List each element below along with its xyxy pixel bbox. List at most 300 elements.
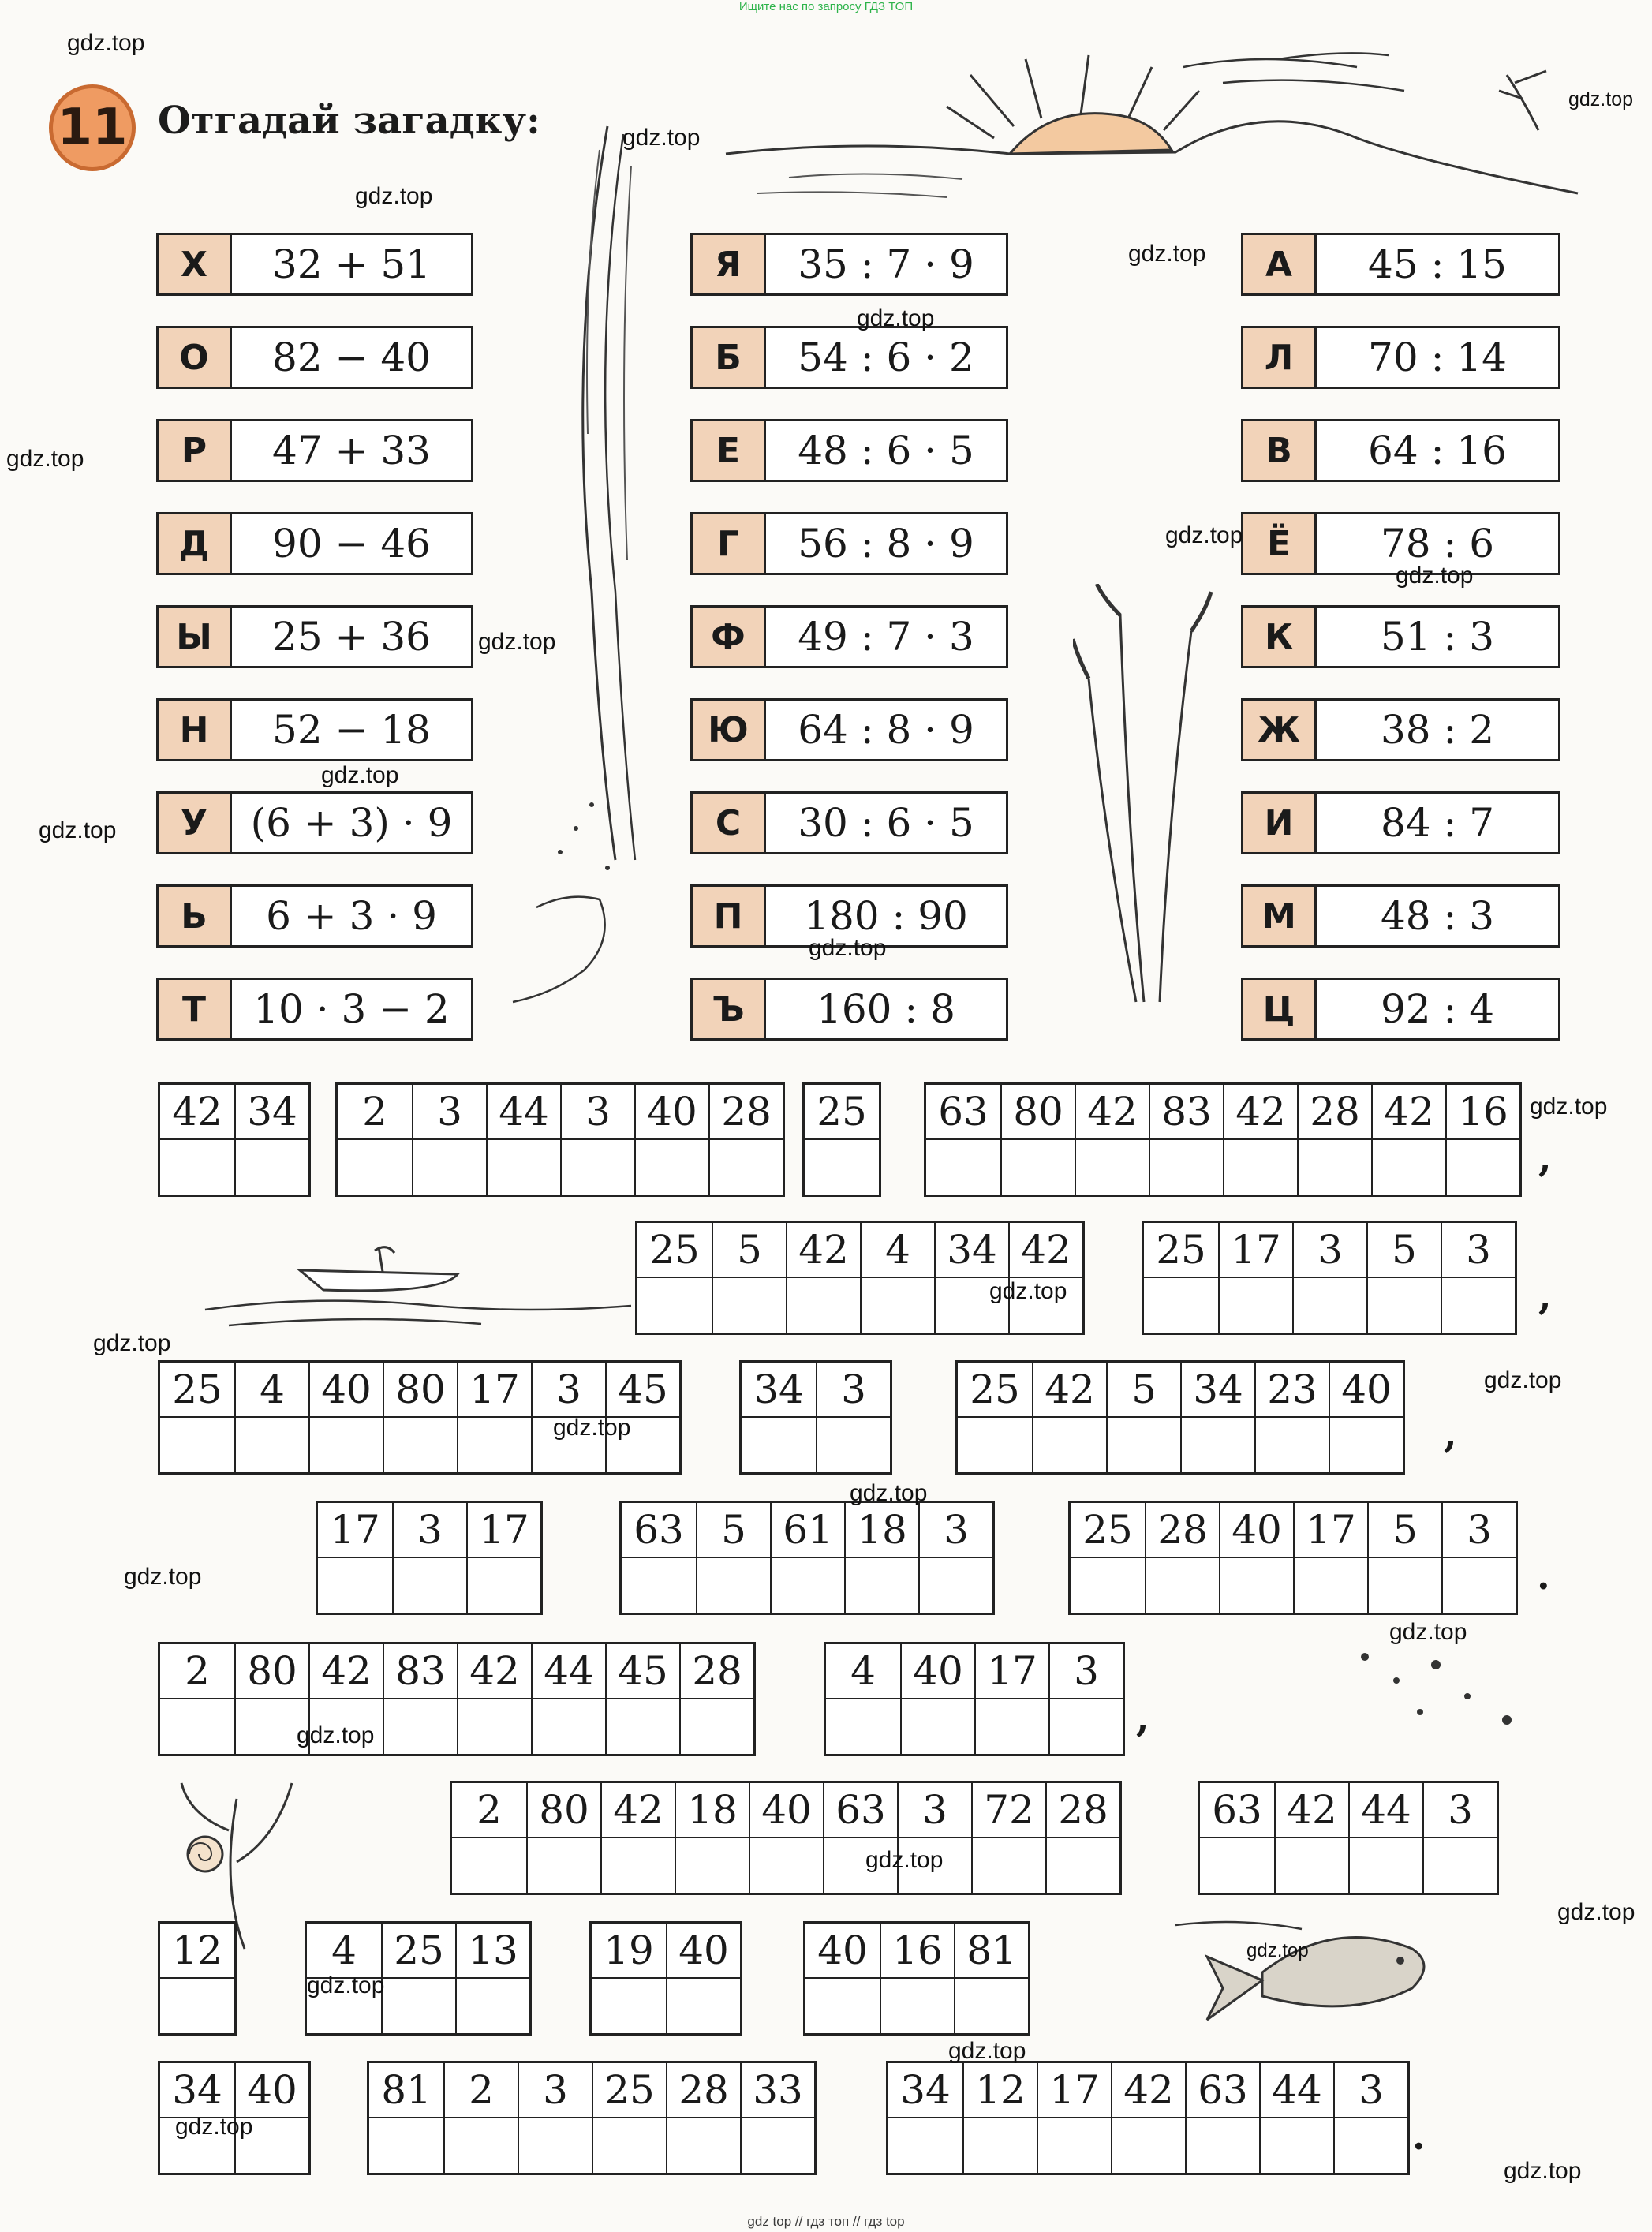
- answer-letter-slot[interactable]: [518, 2118, 592, 2173]
- answer-number-cell: 3: [1292, 1223, 1366, 1277]
- letter-card: [156, 326, 473, 389]
- answer-letter-slot[interactable]: [844, 1558, 918, 1613]
- card-expression: 90 − 46: [272, 521, 431, 566]
- answer-number-cell: 28: [666, 2063, 740, 2117]
- answer-number-cell: 42: [786, 1223, 860, 1277]
- answer-letter-slot[interactable]: [816, 1418, 890, 1472]
- card-expression: 32 + 51: [272, 241, 431, 287]
- answer-number-cell: 42: [457, 1644, 531, 1698]
- answer-letter-slot[interactable]: [160, 1979, 234, 2033]
- answer-letter-slot[interactable]: [1000, 1140, 1075, 1195]
- answer-numbers-row: [637, 1223, 1082, 1277]
- watermark: gdz.top: [39, 817, 117, 843]
- answer-letter-slot[interactable]: [954, 1979, 1028, 2033]
- answer-grid: [450, 1781, 1122, 1895]
- answer-number-cell: 61: [770, 1503, 844, 1557]
- answer-letter-slot[interactable]: [696, 1558, 770, 1613]
- answer-letter-slot[interactable]: [1032, 1418, 1106, 1472]
- answer-letter-slot[interactable]: [708, 1140, 783, 1195]
- letter-card: [690, 698, 1008, 761]
- answer-letter-slot[interactable]: [383, 1418, 457, 1472]
- answer-letter-slot[interactable]: [1111, 2118, 1185, 2173]
- answer-number-cell: 5: [1366, 1223, 1441, 1277]
- card-expression: 64 : 8 · 9: [798, 707, 974, 753]
- letter-card: [1241, 698, 1560, 761]
- answer-letter-slot[interactable]: [1329, 1418, 1403, 1472]
- watermark: gdz.top: [124, 1564, 202, 1590]
- answer-letter-slot[interactable]: [1274, 1838, 1348, 1893]
- answer-number-cell: 3: [560, 1085, 634, 1138]
- answer-letter-slot[interactable]: [600, 1838, 675, 1893]
- answer-letter-slot[interactable]: [308, 1418, 383, 1472]
- card-expression: 38 : 2: [1380, 707, 1495, 753]
- answer-letter-slot[interactable]: [971, 1838, 1045, 1893]
- answer-number-cell: 25: [1156, 1227, 1206, 1273]
- card-expression: 92 : 4: [1380, 986, 1495, 1032]
- answer-number-cell: 80: [1000, 1085, 1075, 1138]
- answer-letter-slot[interactable]: [679, 1699, 753, 1754]
- answer-letter-slot[interactable]: [675, 1838, 749, 1893]
- answer-letter-slot[interactable]: [1145, 1558, 1219, 1613]
- answer-letters-row: [826, 1698, 1123, 1754]
- watermark: gdz.top: [1530, 1094, 1608, 1120]
- answer-grid: [158, 1082, 311, 1197]
- answer-letter-slot[interactable]: [888, 2118, 962, 2173]
- letter-card: [1241, 326, 1560, 389]
- answer-letter-slot[interactable]: [1254, 1418, 1329, 1472]
- watermark: gdz.top: [989, 1278, 1067, 1304]
- card-expression: 78 : 6: [1380, 521, 1495, 566]
- answer-number-cell: 18: [675, 1783, 749, 1837]
- answer-letter-slot[interactable]: [318, 1558, 392, 1613]
- watermark: gdz.top: [1389, 1619, 1467, 1645]
- card-letter: Е: [693, 421, 766, 480]
- answer-number-cell: 28: [1145, 1503, 1219, 1557]
- answer-letter-slot[interactable]: [770, 1558, 844, 1613]
- answer-number-cell: 63: [1185, 2063, 1259, 2117]
- answer-letter-slot[interactable]: [234, 1418, 308, 1472]
- answer-number-cell: 40: [1219, 1503, 1293, 1557]
- answer-letter-slot[interactable]: [457, 1418, 531, 1472]
- answer-letter-slot[interactable]: [1149, 1140, 1223, 1195]
- answer-number-cell: 2: [362, 1089, 387, 1135]
- answer-numbers-row: [160, 2063, 308, 2117]
- card-expression: 45 : 15: [1368, 241, 1507, 287]
- card-letter: Л: [1243, 328, 1317, 387]
- answer-letter-slot[interactable]: [1045, 1838, 1119, 1893]
- answer-letters-row: [926, 1138, 1519, 1195]
- letter-card: [156, 978, 473, 1041]
- fish-illustration: [1175, 1901, 1475, 2028]
- answer-letter-slot[interactable]: [160, 1418, 234, 1472]
- answer-letter-slot[interactable]: [592, 2118, 666, 2173]
- card-expression: 30 : 6 · 5: [798, 800, 974, 846]
- answer-number-cell: 72: [971, 1783, 1045, 1837]
- answer-letter-slot[interactable]: [452, 1838, 526, 1893]
- letter-card: [690, 326, 1008, 389]
- answer-number-cell: 63: [1212, 1787, 1262, 1833]
- answer-number-cell: 4: [331, 1927, 357, 1973]
- answer-letter-slot[interactable]: [381, 1979, 455, 2033]
- bubbles-illustration: [1341, 1641, 1538, 1736]
- letter-card: [156, 512, 473, 575]
- answer-number-cell: 28: [679, 1644, 753, 1698]
- answer-number-cell: 3: [1422, 1783, 1497, 1837]
- answer-numbers-row: [338, 1085, 783, 1138]
- answer-number-cell: 25: [172, 1366, 222, 1412]
- answer-letter-slot[interactable]: [1367, 1558, 1441, 1613]
- answer-letter-slot[interactable]: [369, 2118, 443, 2173]
- answer-number-cell: 63: [938, 1089, 989, 1135]
- answer-number-cell: 81: [954, 1924, 1028, 1977]
- answer-grid: [924, 1082, 1522, 1197]
- card-expression: 54 : 6 · 2: [798, 335, 974, 380]
- bleed-through-text: [158, 189, 167, 224]
- answer-letter-slot[interactable]: [383, 1699, 457, 1754]
- answer-number-cell: 4: [850, 1648, 876, 1694]
- answer-number-cell: 5: [696, 1503, 770, 1557]
- site-banner-bottom[interactable]: gdz top // гдз топ // гдз top: [747, 2214, 905, 2229]
- answer-numbers-row: [160, 1363, 679, 1416]
- watermark: gdz.top: [1165, 522, 1243, 548]
- answer-letter-slot[interactable]: [1297, 1140, 1371, 1195]
- answer-numbers-row: [1144, 1223, 1515, 1277]
- answer-number-cell: 63: [823, 1783, 897, 1837]
- answer-number-cell: 28: [1045, 1783, 1119, 1837]
- answer-letter-slot[interactable]: [160, 1140, 234, 1195]
- card-letter: Ь: [159, 887, 232, 945]
- answer-number-cell: 5: [1367, 1503, 1441, 1557]
- comma: ,: [1538, 1274, 1552, 1318]
- answer-grid: [802, 1082, 881, 1197]
- card-expression: 35 : 7 · 9: [798, 241, 974, 287]
- card-letter: У: [159, 794, 232, 852]
- answer-letter-slot[interactable]: [637, 1278, 712, 1333]
- answer-grid: [158, 1921, 237, 2036]
- answer-letter-slot[interactable]: [1422, 1838, 1497, 1893]
- answer-number-cell: 80: [234, 1644, 308, 1698]
- letter-card: [156, 791, 473, 854]
- answer-letter-slot[interactable]: [486, 1140, 560, 1195]
- answer-grid: [316, 1501, 543, 1615]
- answer-number-cell: 44: [1259, 2063, 1333, 2117]
- answer-number-cell: 63: [634, 1507, 684, 1553]
- answer-letter-slot[interactable]: [926, 1140, 1000, 1195]
- period: .: [1412, 2114, 1426, 2159]
- answer-letter-slot[interactable]: [1185, 2118, 1259, 2173]
- card-letter: А: [1243, 235, 1317, 293]
- letter-card: [690, 791, 1008, 854]
- answer-letter-slot[interactable]: [457, 1699, 531, 1754]
- answer-letters-row: [160, 1977, 234, 2033]
- answer-numbers-row: [805, 1085, 879, 1138]
- card-letter: Н: [159, 701, 232, 759]
- answer-numbers-row: [307, 1924, 529, 1977]
- answer-grid: [803, 1921, 1030, 2036]
- card-letter: Ф: [693, 608, 766, 666]
- answer-numbers-row: [805, 1924, 1028, 1977]
- answer-number-cell: 45: [605, 1644, 679, 1698]
- card-letter: Ъ: [693, 980, 766, 1038]
- answer-numbers-row: [452, 1783, 1119, 1837]
- answer-grid: [886, 2061, 1410, 2175]
- answer-number-cell: 19: [604, 1927, 654, 1973]
- answer-letter-slot[interactable]: [443, 2118, 518, 2173]
- answer-letter-slot[interactable]: [880, 1979, 954, 2033]
- answer-letter-slot[interactable]: [1371, 1140, 1445, 1195]
- answer-number-cell: 45: [605, 1363, 679, 1416]
- answer-letter-slot[interactable]: [1037, 2118, 1111, 2173]
- answer-grid: [739, 1360, 892, 1475]
- answer-number-cell: 42: [600, 1783, 675, 1837]
- letter-card: [156, 698, 473, 761]
- answer-letter-slot[interactable]: [1292, 1278, 1366, 1333]
- card-expression: 25 + 36: [272, 614, 431, 660]
- site-banner-top[interactable]: Ищите нас по запросу ГДЗ ТОП: [738, 0, 914, 13]
- card-expression: (6 + 3) · 9: [250, 800, 453, 846]
- card-letter: Ю: [693, 701, 766, 759]
- watermark: gdz.top: [6, 446, 84, 472]
- letter-card: [1241, 233, 1560, 296]
- watermark: gdz.top: [1246, 1940, 1309, 1961]
- card-letter: Б: [693, 328, 766, 387]
- answer-letter-slot[interactable]: [531, 1699, 605, 1754]
- answer-number-cell: 17: [1037, 2063, 1111, 2117]
- answer-letter-slot[interactable]: [234, 1140, 308, 1195]
- answer-letters-row: [1144, 1277, 1515, 1333]
- answer-letter-slot[interactable]: [958, 1418, 1032, 1472]
- letter-card: [1241, 791, 1560, 854]
- answer-letter-slot[interactable]: [666, 2118, 740, 2173]
- answer-number-cell: 42: [1274, 1783, 1348, 1837]
- reeds-illustration: [1073, 584, 1215, 1010]
- task-number-badge: [49, 84, 136, 171]
- waterfall-illustration: [505, 118, 663, 1010]
- answer-number-cell: 81: [381, 2067, 432, 2113]
- card-letter: Ж: [1243, 701, 1317, 759]
- watermark: gdz.top: [948, 2038, 1026, 2064]
- answer-number-cell: 3: [518, 2063, 592, 2117]
- answer-letter-slot[interactable]: [974, 1699, 1048, 1754]
- answer-letter-slot[interactable]: [1223, 1140, 1297, 1195]
- answer-letter-slot[interactable]: [466, 1558, 540, 1613]
- answer-letter-slot[interactable]: [1441, 1278, 1515, 1333]
- answer-number-cell: 16: [1445, 1085, 1519, 1138]
- answer-letter-slot[interactable]: [1106, 1418, 1180, 1472]
- answer-letter-slot[interactable]: [455, 1979, 529, 2033]
- answer-number-cell: 42: [1223, 1085, 1297, 1138]
- answer-letter-slot[interactable]: [1218, 1278, 1292, 1333]
- answer-letter-slot[interactable]: [1200, 1838, 1274, 1893]
- card-letter: Т: [159, 980, 232, 1038]
- answer-numbers-row: [958, 1363, 1403, 1416]
- answer-letter-slot[interactable]: [742, 1418, 816, 1472]
- answer-letter-slot[interactable]: [749, 1838, 823, 1893]
- answer-number-cell: 12: [962, 2063, 1037, 2117]
- card-expression: 64 : 16: [1368, 428, 1507, 473]
- card-letter: П: [693, 887, 766, 945]
- answer-numbers-row: [826, 1644, 1123, 1698]
- answer-grid: [367, 2061, 817, 2175]
- watermark: gdz.top: [857, 305, 935, 331]
- answer-letter-slot[interactable]: [1180, 1418, 1254, 1472]
- card-expression: 10 · 3 − 2: [253, 986, 450, 1032]
- answer-letter-slot[interactable]: [1366, 1278, 1441, 1333]
- answer-number-cell: 2: [443, 2063, 518, 2117]
- answer-letter-slot[interactable]: [1293, 1558, 1367, 1613]
- watermark: gdz.top: [1396, 563, 1474, 589]
- letter-card: [156, 884, 473, 948]
- card-expression: 84 : 7: [1380, 800, 1495, 846]
- sunset-landscape-illustration: [710, 43, 1594, 217]
- answer-letter-slot[interactable]: [526, 1838, 600, 1893]
- answer-number-cell: 3: [1441, 1223, 1515, 1277]
- answer-letter-slot[interactable]: [805, 1979, 880, 2033]
- card-expression: 52 − 18: [272, 707, 431, 753]
- letter-card: [1241, 605, 1560, 668]
- watermark: gdz.top: [809, 935, 887, 961]
- answer-number-cell: 4: [234, 1363, 308, 1416]
- answer-number-cell: 42: [1371, 1085, 1445, 1138]
- answer-number-cell: 42: [1032, 1363, 1106, 1416]
- watermark: gdz.top: [865, 1847, 944, 1873]
- task-number: 11: [57, 99, 128, 157]
- answer-letter-slot[interactable]: [918, 1558, 992, 1613]
- answer-letters-row: [160, 1698, 753, 1754]
- answer-number-cell: 16: [880, 1924, 954, 1977]
- comma: ,: [1444, 1412, 1457, 1456]
- answer-number-cell: 3: [1441, 1503, 1516, 1557]
- answer-number-cell: 13: [455, 1924, 529, 1977]
- answer-numbers-row: [318, 1503, 540, 1557]
- answer-grid: [158, 1642, 756, 1756]
- answer-numbers-row: [160, 1644, 753, 1698]
- card-letter: М: [1243, 887, 1317, 945]
- answer-number-cell: 3: [918, 1503, 992, 1557]
- watermark: gdz.top: [1568, 88, 1634, 110]
- answer-letters-row: [592, 1977, 740, 2033]
- answer-number-cell: 28: [708, 1085, 783, 1138]
- answer-number-cell: 25: [592, 2063, 666, 2117]
- answer-number-cell: 4: [860, 1223, 934, 1277]
- answer-letter-slot[interactable]: [1259, 2118, 1333, 2173]
- answer-letter-slot[interactable]: [560, 1140, 634, 1195]
- answer-letter-slot[interactable]: [805, 1140, 879, 1195]
- watermark: gdz.top: [850, 1480, 928, 1506]
- answer-letter-slot[interactable]: [786, 1278, 860, 1333]
- answer-letter-slot[interactable]: [1075, 1140, 1149, 1195]
- letter-card: [156, 605, 473, 668]
- answer-letter-slot[interactable]: [605, 1699, 679, 1754]
- answer-letter-slot[interactable]: [1441, 1558, 1516, 1613]
- answer-letter-slot[interactable]: [860, 1278, 934, 1333]
- answer-letter-slot[interactable]: [1333, 2118, 1407, 2173]
- answer-letters-row: [318, 1557, 540, 1613]
- answer-number-cell: 40: [817, 1927, 868, 1973]
- watermark: gdz.top: [355, 183, 433, 209]
- answer-number-cell: 23: [1254, 1363, 1329, 1416]
- answer-number-cell: 25: [1082, 1507, 1133, 1553]
- answer-letters-row: [622, 1557, 992, 1613]
- answer-grid: [824, 1642, 1125, 1756]
- answer-letter-slot[interactable]: [392, 1558, 466, 1613]
- page-title: Отгадай загадку:: [158, 99, 540, 143]
- answer-number-cell: 44: [531, 1644, 605, 1698]
- answer-letter-slot[interactable]: [826, 1699, 900, 1754]
- answer-letter-slot[interactable]: [1219, 1558, 1293, 1613]
- answer-number-cell: 40: [900, 1644, 974, 1698]
- answer-number-cell: 2: [185, 1648, 210, 1694]
- answer-letter-slot[interactable]: [412, 1140, 486, 1195]
- answer-number-cell: 17: [1218, 1223, 1292, 1277]
- answer-number-cell: 3: [1333, 2063, 1407, 2117]
- watermark: gdz.top: [1504, 2158, 1582, 2184]
- answer-number-cell: 40: [634, 1085, 708, 1138]
- answer-grid: [619, 1501, 995, 1615]
- watermark: gdz.top: [297, 1722, 375, 1748]
- comma: ,: [1538, 1136, 1552, 1180]
- answer-letter-slot[interactable]: [592, 1979, 666, 2033]
- answer-number-cell: 28: [1297, 1085, 1371, 1138]
- answer-number-cell: 17: [1293, 1503, 1367, 1557]
- answer-number-cell: 42: [1008, 1223, 1082, 1277]
- answer-number-cell: 40: [1329, 1363, 1403, 1416]
- card-letter: Я: [693, 235, 766, 293]
- answer-letters-row: [452, 1837, 1119, 1893]
- answer-grid: [1142, 1221, 1517, 1335]
- comma: ,: [1136, 1696, 1149, 1740]
- card-expression: 51 : 3: [1380, 614, 1495, 660]
- answer-number-cell: 5: [1106, 1363, 1180, 1416]
- answer-grid: [955, 1360, 1405, 1475]
- answer-letter-slot[interactable]: [622, 1558, 696, 1613]
- answer-number-cell: 25: [381, 1924, 455, 1977]
- answer-letter-slot[interactable]: [962, 2118, 1037, 2173]
- answer-number-cell: 25: [649, 1227, 700, 1273]
- answer-letter-slot[interactable]: [1348, 1838, 1422, 1893]
- letter-card: [690, 233, 1008, 296]
- answer-letter-slot[interactable]: [740, 2118, 814, 2173]
- answer-letter-slot[interactable]: [160, 1699, 234, 1754]
- answer-letter-slot[interactable]: [1445, 1140, 1519, 1195]
- watermark: gdz.top: [67, 30, 145, 56]
- answer-letter-slot[interactable]: [338, 1140, 412, 1195]
- answer-letter-slot[interactable]: [900, 1699, 974, 1754]
- letter-card: [690, 512, 1008, 575]
- answer-number-cell: 42: [172, 1089, 222, 1135]
- answer-letters-row: [805, 1977, 1028, 2033]
- answer-letter-slot[interactable]: [712, 1278, 786, 1333]
- card-letter: О: [159, 328, 232, 387]
- answer-number-cell: 40: [749, 1783, 823, 1837]
- card-expression: 56 : 8 · 9: [798, 521, 974, 566]
- answer-letter-slot[interactable]: [1071, 1558, 1145, 1613]
- answer-number-cell: 18: [844, 1503, 918, 1557]
- answer-letter-slot[interactable]: [1048, 1699, 1123, 1754]
- card-letter: Р: [159, 421, 232, 480]
- answer-letter-slot[interactable]: [666, 1979, 740, 2033]
- answer-letter-slot[interactable]: [634, 1140, 708, 1195]
- answer-numbers-row: [926, 1085, 1519, 1138]
- period: .: [1537, 1554, 1550, 1598]
- answer-grid: [1198, 1781, 1499, 1895]
- answer-numbers-row: [1071, 1503, 1516, 1557]
- card-letter: Г: [693, 514, 766, 573]
- answer-number-cell: 34: [753, 1366, 804, 1412]
- answer-number-cell: 3: [531, 1363, 605, 1416]
- answer-number-cell: 17: [974, 1644, 1048, 1698]
- answer-letter-slot[interactable]: [1144, 1278, 1218, 1333]
